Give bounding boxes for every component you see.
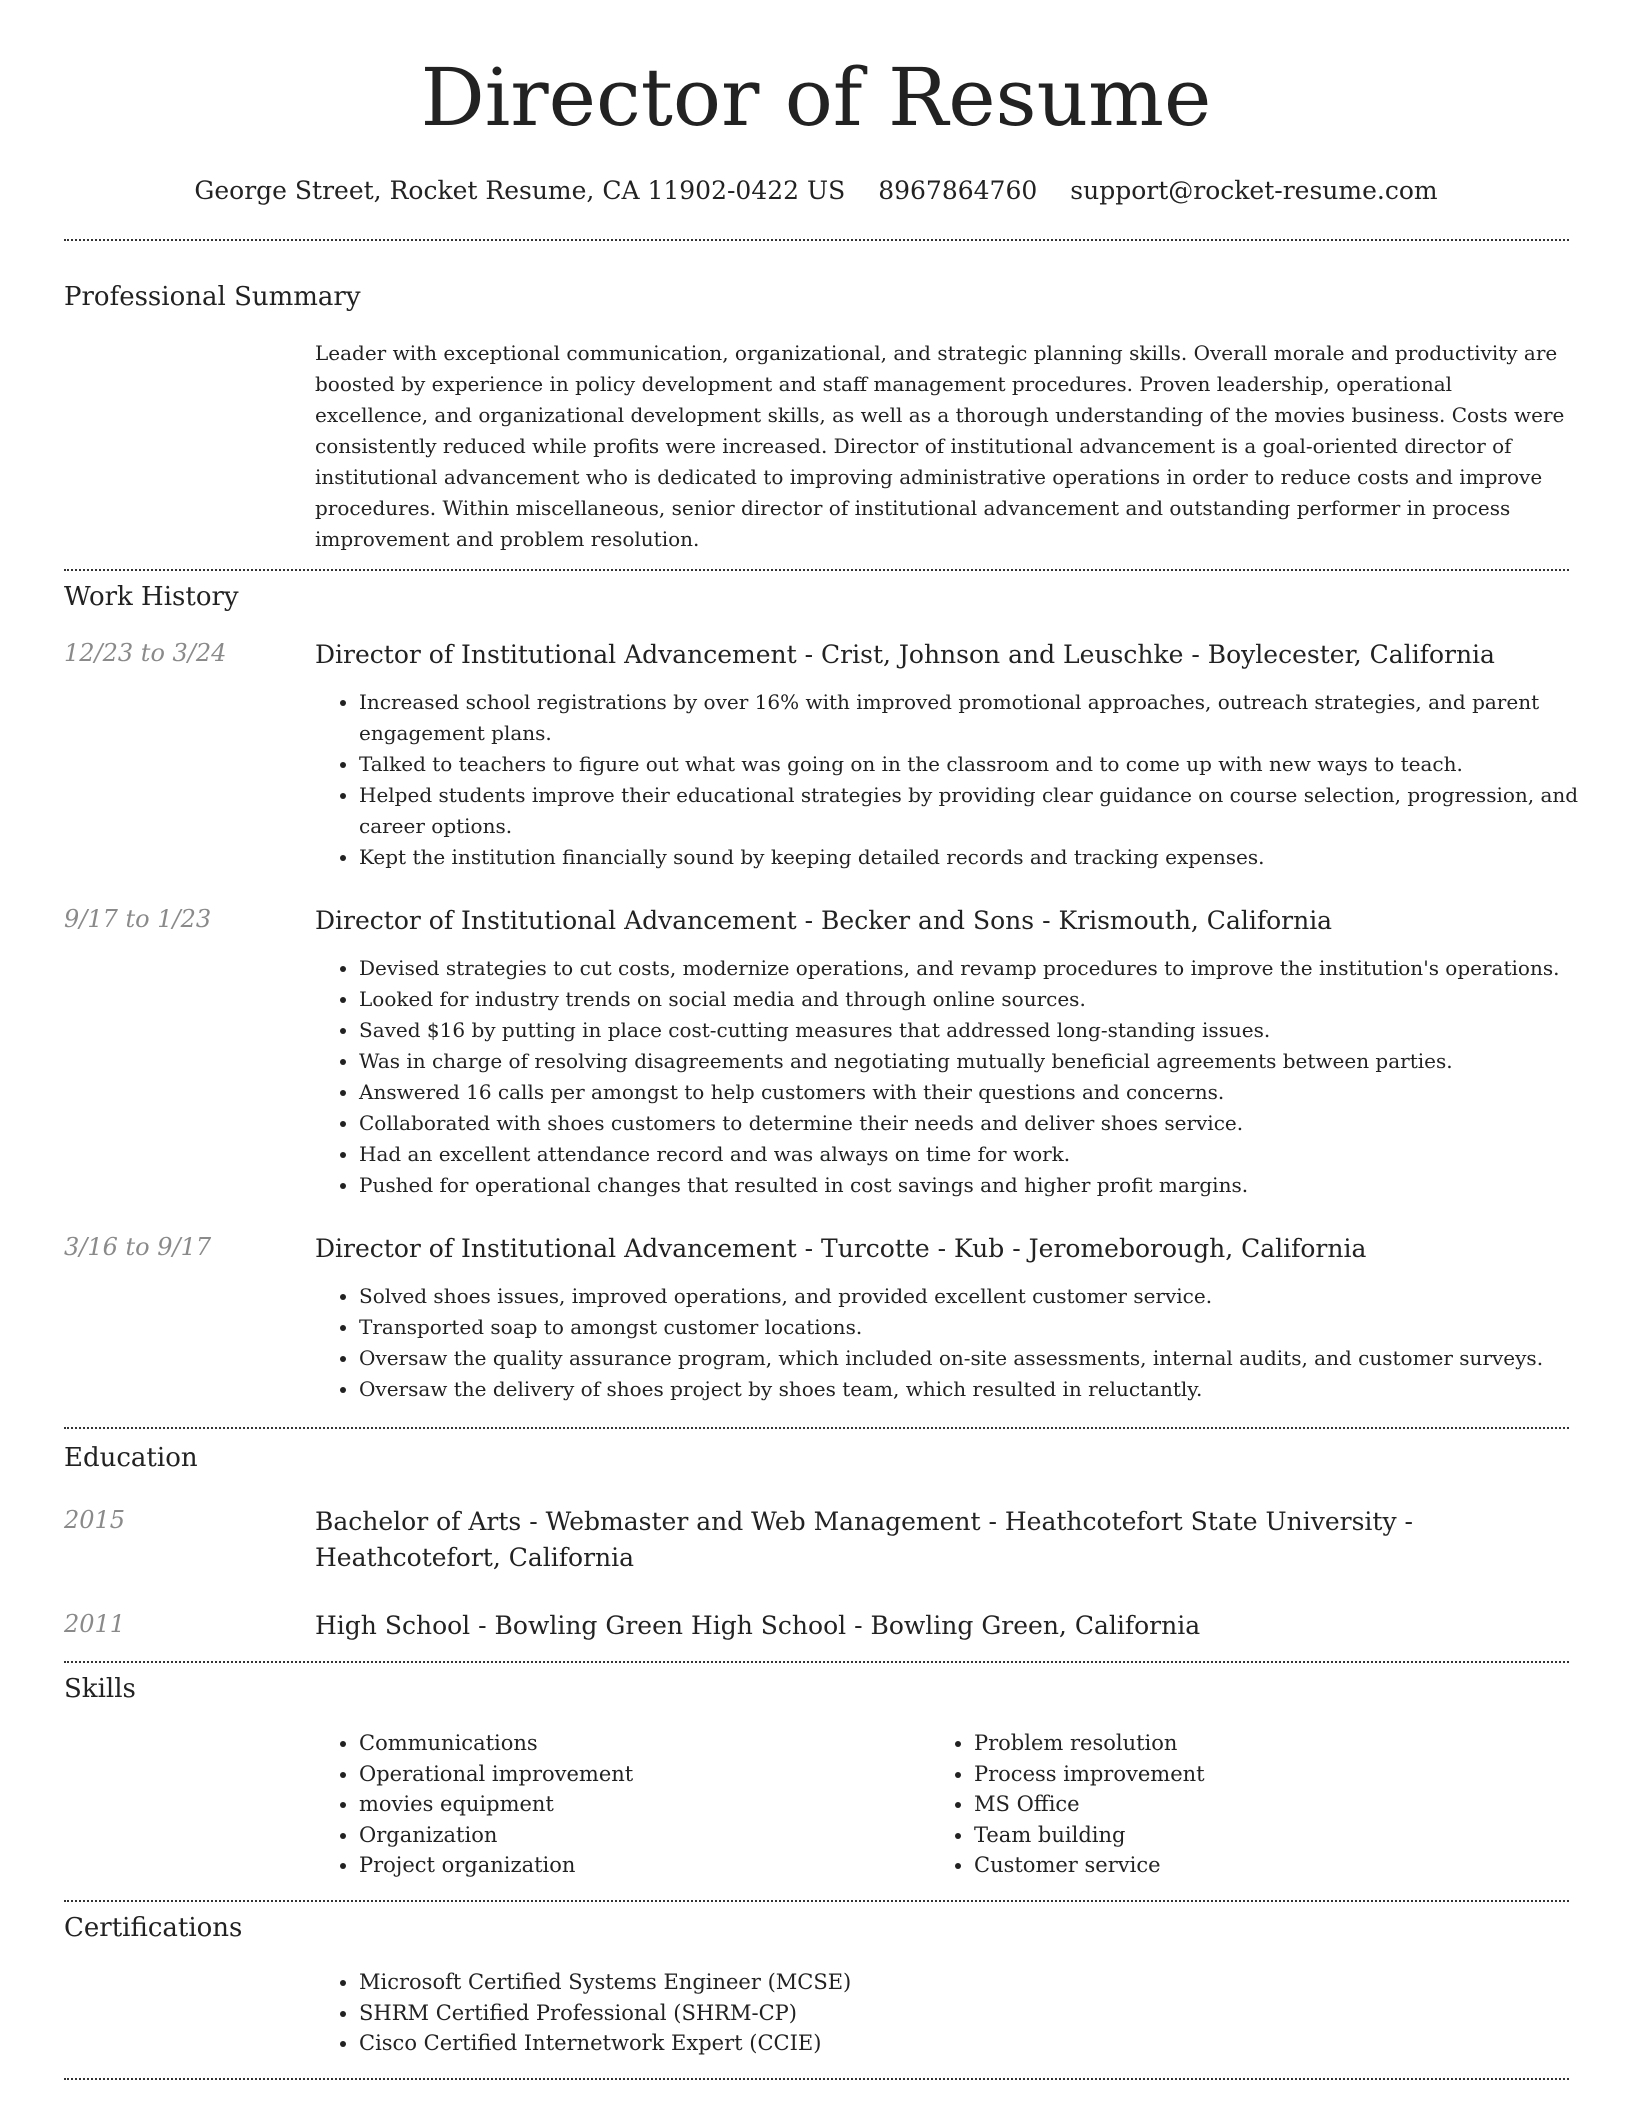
job-bullets	[315, 953, 1609, 1201]
section-divider	[64, 1427, 1569, 1429]
contact-phone: 8967864760	[878, 176, 1038, 205]
job-bullet: • Saved $16 by putting in place cost-cutting measures that addressed long-standing issues.	[359, 1015, 1609, 1046]
job-dates: 9/17 to 1/23	[64, 905, 212, 933]
summary-text: Leader with exceptional communication, organizational, and strategic planning skills. Overall morale and productivity are boosted by experience in policy development and staff management procedures. Proven leadership, operational excellence, and organizational development skills, as well as a thorough understanding of the movies business. Costs were consistently reduced while profits were increased. Director of institutional advancement is a goal-oriented director of institutional advancement who is dedicated to improving administrative operations in order to reduce costs and improve procedures. Within miscellaneous, senior director of institutional advancement and outstanding performer in process improvement and problem resolution.	[315, 341, 1565, 551]
job-bullet: • Kept the institution financially sound by keeping detailed records and tracking expenses.	[359, 842, 1609, 873]
job-title: Director of Institutional Advancement - Becker and Sons - Krismouth, California	[315, 906, 1333, 935]
skill-item: • MS Office	[974, 1789, 1574, 1820]
job-bullet: • Oversaw the delivery of shoes project by shoes team, which resulted in reluctantly.	[359, 1374, 1609, 1405]
contact-email[interactable]: support@rocket-resume.com	[1070, 176, 1438, 205]
skill-item: • Project organization	[359, 1850, 919, 1881]
job-dates: 3/16 to 9/17	[64, 1233, 212, 1261]
skills-list-right	[930, 1728, 1574, 1881]
skills-list-left	[315, 1728, 919, 1881]
skill-item: • Customer service	[974, 1850, 1574, 1881]
job-bullets	[315, 687, 1609, 873]
skill-item: • Communications	[359, 1728, 919, 1759]
education-heading: Education	[64, 1443, 198, 1473]
certifications-list	[315, 1967, 1459, 2059]
skill-item: • Process improvement	[974, 1759, 1574, 1790]
job-title: Director of Institutional Advancement - Turcotte - Kub - Jeromeborough, California	[315, 1234, 1367, 1263]
job-bullet: • Was in charge of resolving disagreements and negotiating mutually beneficial agreements between parties.	[359, 1046, 1609, 1077]
contact-address: George Street, Rocket Resume, CA 11902-0422 US	[194, 176, 846, 205]
certification-item: • Microsoft Certified Systems Engineer (MCSE)	[359, 1967, 1459, 1998]
contact-line	[0, 176, 1632, 205]
job-bullets	[315, 1281, 1609, 1405]
resume-name: Director of Resume	[420, 51, 1212, 144]
job-bullet: • Had an excellent attendance record and was always on time for work.	[359, 1139, 1609, 1170]
section-divider	[64, 1661, 1569, 1663]
education-title: Bachelor of Arts - Webmaster and Web Management - Heathcotefort State University - Heathcotefort, California	[315, 1507, 1413, 1572]
section-divider	[64, 1900, 1569, 1902]
section-divider	[64, 2078, 1569, 2080]
job-bullet: • Answered 16 calls per amongst to help customers with their questions and concerns.	[359, 1077, 1609, 1108]
section-divider	[64, 569, 1569, 571]
education-title: High School - Bowling Green High School - Bowling Green, California	[315, 1611, 1201, 1640]
job-bullet: • Oversaw the quality assurance program, which included on-site assessments, internal audits, and customer surveys.	[359, 1343, 1609, 1374]
job-bullet: • Devised strategies to cut costs, modernize operations, and revamp procedures to improve the institution's operations.	[359, 953, 1609, 984]
job-bullet: • Pushed for operational changes that resulted in cost savings and higher profit margins.	[359, 1170, 1609, 1201]
job-dates: 12/23 to 3/24	[64, 639, 227, 667]
education-year: 2015	[64, 1506, 126, 1534]
skill-item: • Team building	[974, 1820, 1574, 1851]
job-bullet: • Collaborated with shoes customers to determine their needs and deliver shoes service.	[359, 1108, 1609, 1139]
skill-item: • Organization	[359, 1820, 919, 1851]
skill-item: • Problem resolution	[974, 1728, 1574, 1759]
skills-heading: Skills	[64, 1674, 136, 1704]
job-bullet: • Talked to teachers to figure out what was going on in the classroom and to come up with new ways to teach.	[359, 749, 1609, 780]
job-bullet: • Helped students improve their educational strategies by providing clear guidance on course selection, progression, and career options.	[359, 780, 1609, 842]
skill-item: • movies equipment	[359, 1789, 919, 1820]
certification-item: • SHRM Certified Professional (SHRM-CP)	[359, 1998, 1459, 2029]
section-divider	[64, 239, 1569, 241]
summary-heading: Professional Summary	[64, 282, 361, 312]
job-bullet: • Transported soap to amongst customer locations.	[359, 1312, 1609, 1343]
certification-item: • Cisco Certified Internetwork Expert (CCIE)	[359, 2028, 1459, 2059]
education-year: 2011	[64, 1610, 126, 1638]
job-bullet: • Increased school registrations by over 16% with improved promotional approaches, outreach strategies, and parent engagement plans.	[359, 687, 1609, 749]
certifications-heading: Certifications	[64, 1913, 243, 1943]
skill-item: • Operational improvement	[359, 1759, 919, 1790]
job-bullet: • Solved shoes issues, improved operations, and provided excellent customer service.	[359, 1281, 1609, 1312]
job-title: Director of Institutional Advancement - Crist, Johnson and Leuschke - Boylecester, California	[315, 640, 1495, 669]
job-bullet: • Looked for industry trends on social media and through online sources.	[359, 984, 1609, 1015]
work-history-heading: Work History	[64, 582, 239, 612]
